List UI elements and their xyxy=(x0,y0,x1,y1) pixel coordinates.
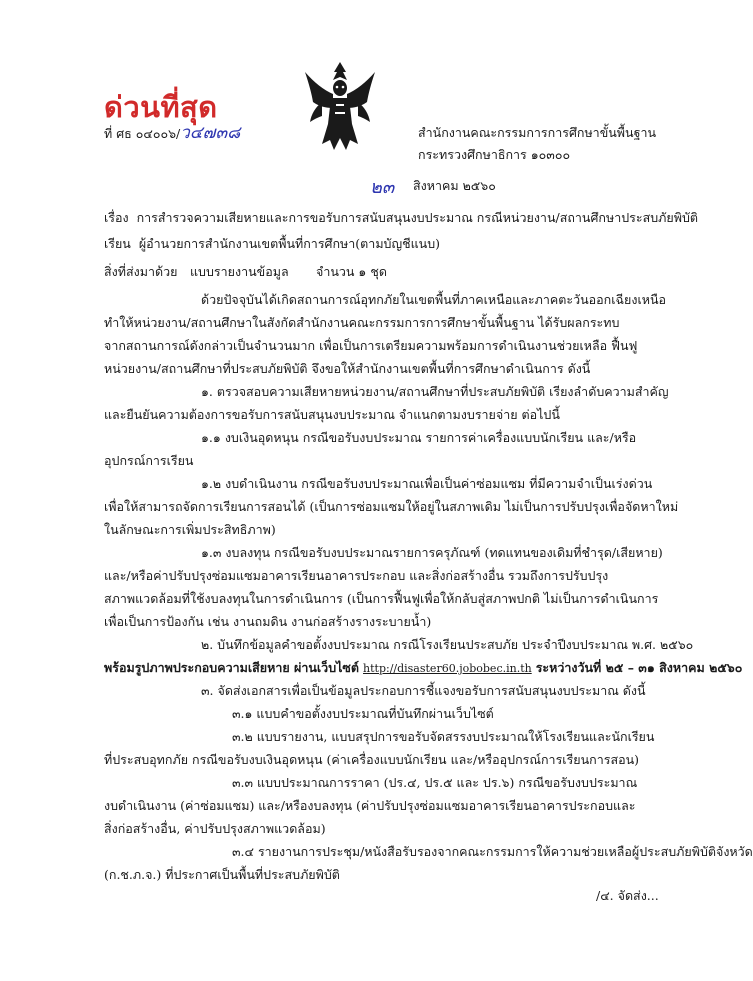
subject-line xyxy=(104,210,698,226)
intro-line-4: หน่วยงาน/สถานศึกษาที่ประสบภัยพิบัติ จึงขอให้สำนักงานเขตพื้นที่การศึกษาดำเนินการ ดังนี้ xyxy=(104,361,591,376)
urgency-stamp: ด่วนที่สุด xyxy=(104,90,218,124)
garuda-emblem xyxy=(300,58,380,154)
item-3: ๓. จัดส่งเอกสารเพื่อเป็นข้อมูลประกอบการชี้แจงขอรับการสนับสนุนงบประมาณ ดังนี้ xyxy=(201,683,646,698)
date-day-handwritten: ๒๓ xyxy=(370,177,395,198)
doc-number-prefix: ที่ ศธ ๐๔๐๐๖/ xyxy=(104,126,181,141)
item-3-4-line-1: ๓.๔ รายงานการประชุม/หนังสือรับรองจากคณะกรรมการให้ความช่วยเหลือผู้ประสบภัยพิบัติจังหวัด xyxy=(232,844,753,859)
doc-number-handwritten: ว๔๗๓๘ xyxy=(180,123,241,143)
subject-label: เรื่อง xyxy=(104,210,129,225)
item-1-2-line-3: ในลักษณะการเพิ่มประสิทธิภาพ) xyxy=(104,522,276,537)
attachment-item: แบบรายงานข้อมูล xyxy=(190,264,289,279)
page-continuation: /๔. จัดส่ง... xyxy=(596,888,659,903)
subject-text: การสำรวจความเสียหายและการขอรับการสนับสนุนงบประมาณ กรณีหน่วยงาน/สถานศึกษาประสบภัยพิบัติ xyxy=(136,210,699,225)
item-3-4-line-2: (ก.ช.ภ.จ.) ที่ประกาศเป็นพื้นที่ประสบภัยพิบัติ xyxy=(104,867,340,882)
attachment-label: สิ่งที่ส่งมาด้วย xyxy=(104,264,178,279)
item-1-1-line-1: ๑.๑ งบเงินอุดหนุน กรณีขอรับงบประมาณ รายการค่าเครื่องแบบนักเรียน และ/หรือ xyxy=(201,430,637,445)
item-2-lead: พร้อมรูปภาพประกอบความเสียหาย ผ่านเว็บไซต์ xyxy=(104,660,360,675)
item-1-3-line-4: เพื่อเป็นการป้องกัน เช่น งานถมดิน งานก่อสร้างรางระบายน้ำ) xyxy=(104,614,432,629)
item-2-line-1: ๒. บันทึกข้อมูลคำขอตั้งงบประมาณ กรณีโรงเรียนประสบภัย ประจำปีงบประมาณ พ.ศ. ๒๕๖๐ xyxy=(201,637,694,652)
intro-line-2: ทำให้หน่วยงาน/สถานศึกษาในสังกัดสำนักงานคณะกรรมการการศึกษาขั้นพื้นฐาน ได้รับผลกระทบ xyxy=(104,315,620,330)
item-1-3-line-1: ๑.๓ งบลงทุน กรณีขอรับงบประมาณรายการครุภัณฑ์ (ทดแทนของเดิมที่ชำรุด/เสียหาย) xyxy=(201,545,663,560)
attachment-qty: จำนวน ๑ ชุด xyxy=(316,264,387,279)
item-1-3-line-2: และ/หรือค่าปรับปรุงซ่อมแซมอาคารเรียนอาคารประกอบ และสิ่งก่อสร้างอื่น รวมถึงการปรับปรุง xyxy=(104,568,609,583)
item-1-2-line-1: ๑.๒ งบดำเนินงาน กรณีขอรับงบประมาณเพื่อเป็นค่าซ่อมแซม ที่มีความจำเป็นเร่งด่วน xyxy=(201,476,653,491)
to-label: เรียน xyxy=(104,236,131,251)
date-month-year: สิงหาคม ๒๕๖๐ xyxy=(413,178,496,193)
item-1-line-1: ๑. ตรวจสอบความเสียหายหน่วยงาน/สถานศึกษาที่ประสบภัยพิบัติ เรียงลำดับความสำคัญ xyxy=(201,384,669,399)
agency-line-1: สำนักงานคณะกรรมการการศึกษาขั้นพื้นฐาน xyxy=(418,125,657,140)
item-1-line-2: และยืนยันความต้องการขอรับการสนับสนุนงบประมาณ จำแนกตามงบรายจ่าย ต่อไปนี้ xyxy=(104,407,560,422)
website-link[interactable]: http://disaster60.jobobec.in.th xyxy=(363,662,532,675)
item-3-3-line-3: สิ่งก่อสร้างอื่น, ค่าปรับปรุงสภาพแวดล้อม) xyxy=(104,821,326,836)
item-3-1: ๓.๑ แบบคำขอตั้งงบประมาณที่บันทึกผ่านเว็บไซต์ xyxy=(232,706,494,721)
intro-line-1: ด้วยปัจจุบันได้เกิดสถานการณ์อุทกภัยในเขตพื้นที่ภาคเหนือและภาคตะวันออกเฉียงเหนือ xyxy=(201,292,667,307)
item-1-3-line-3: สภาพแวดล้อมที่ใช้งบลงทุนในการดำเนินการ (เป็นการฟื้นฟูเพื่อให้กลับสู่สภาพปกติ ไม่เป็นการดำเนินการ xyxy=(104,591,659,606)
item-1-1-line-2: อุปกรณ์การเรียน xyxy=(104,453,194,468)
item-2-line-2 xyxy=(104,660,742,677)
item-3-2-line-2: ที่ประสบอุทกภัย กรณีขอรับงบเงินอุดหนุน (ค่าเครื่องแบบนักเรียน และ/หรืออุปกรณ์การเรียนการสอน) xyxy=(104,752,640,767)
agency-line-2: กระทรวงศึกษาธิการ ๑๐๓๐๐ xyxy=(418,147,571,162)
item-1-2-line-2: เพื่อให้สามารถจัดการเรียนการสอนได้ (เป็นการซ่อมแซมให้อยู่ในสภาพเดิม ไม่เป็นการปรับปรุงเพื่อจัดหาใหม่ xyxy=(104,499,679,514)
document-number xyxy=(104,125,240,142)
intro-line-3: จากสถานการณ์ดังกล่าวเป็นจำนวนมาก เพื่อเป็นการเตรียมความพร้อมการดำเนินงานช่วยเหลือ ฟื้นฟู xyxy=(104,338,638,353)
item-2-period: ระหว่างวันที่ ๒๕ – ๓๑ สิงหาคม ๒๕๖๐ xyxy=(535,660,743,675)
recipient-line xyxy=(104,236,440,252)
to-text: ผู้อำนวยการสำนักงานเขตพื้นที่การศึกษา(ตามบัญชีแนบ) xyxy=(138,236,441,251)
item-3-3-line-2: งบดำเนินงาน (ค่าซ่อมแซม) และ/หรืองบลงทุน (ค่าปรับปรุงซ่อมแซมอาคารเรียนอาคารประกอบและ xyxy=(104,798,636,813)
item-3-3-line-1: ๓.๓ แบบประมาณการราคา (ปร.๔, ปร.๕ และ ปร.๖) กรณีขอรับงบประมาณ xyxy=(232,775,638,790)
item-3-2-line-1: ๓.๒ แบบรายงาน, แบบสรุปการขอรับจัดสรรงบประมาณให้โรงเรียนและนักเรียน xyxy=(232,729,655,744)
